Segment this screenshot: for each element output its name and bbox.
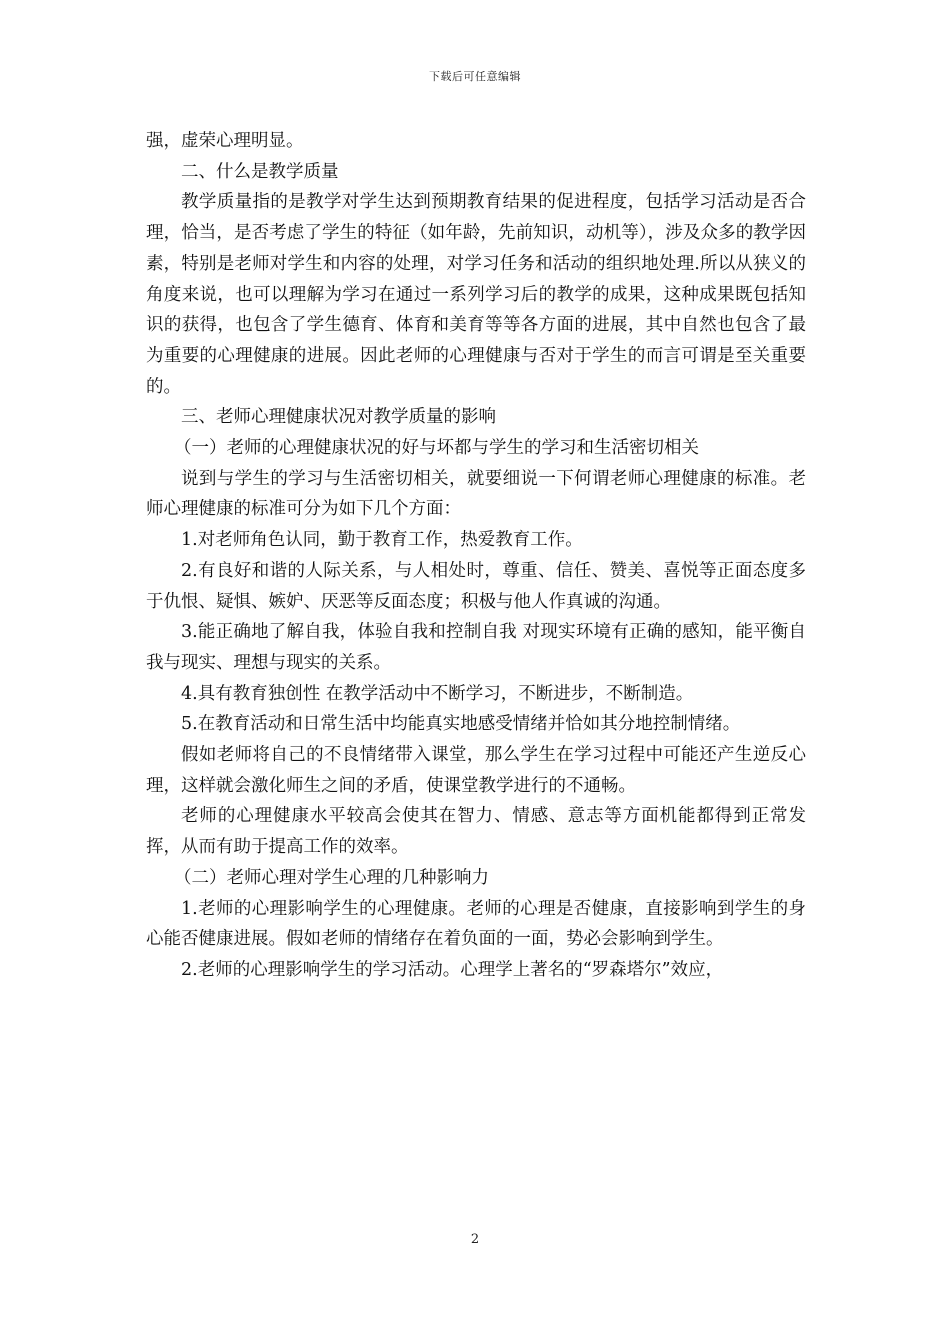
- paragraph: 说到与学生的学习与生活密切相关，就要细说一下何谓老师心理健康的标准。老师心理健康的标准可分为如下几个方面：: [146, 468, 806, 520]
- paragraph: 老师的心理健康水平较高会使其在智力、情感、意志等方面机能都得到正常发挥，从而有助于提高工作的效率。: [146, 806, 806, 858]
- page-number: 2: [470, 1232, 480, 1247]
- section-heading: 二、什么是教学质量: [181, 161, 339, 182]
- section-heading: 三、老师心理健康状况对教学质量的影响: [181, 407, 496, 428]
- document-body: [146, 126, 806, 986]
- list-item: 4.具有教育独创性 在教学活动中不断学习，不断进步，不断制造。: [181, 683, 694, 704]
- subsection-heading: （二）老师心理对学生心理的几种影响力: [174, 867, 489, 888]
- list-item: 1.老师的心理影响学生的心理健康。老师的心理是否健康，直接影响到学生的身心能否健康进展。假如老师的情绪存在着负面的一面，势必会影响到学生。: [146, 898, 806, 950]
- list-item: 2.有良好和谐的人际关系，与人相处时，尊重、信任、赞美、喜悦等正面态度多于仇恨、疑惧、嫉妒、厌恶等反面态度；积极与他人作真诚的沟通。: [146, 560, 806, 612]
- list-item: 1.对老师角色认同，勤于教育工作，热爱教育工作。: [181, 530, 583, 551]
- list-item: 2.老师的心理影响学生的学习活动。心理学上著名的“罗森塔尔”效应，: [181, 959, 724, 980]
- list-item: 3.能正确地了解自我，体验自我和控制自我 对现实环境有正确的感知，能平衡自我与现实、理想与现实的关系。: [146, 622, 806, 673]
- paragraph: 假如老师将自己的不良情绪带入课堂，那么学生在学习过程中可能还产生逆反心理，这样就会激化师生之间的矛盾，使课堂教学进行的不通畅。: [146, 745, 806, 796]
- page-header: 下载后可任意编辑: [429, 70, 521, 83]
- paragraph: 教学质量指的是教学对学生达到预期教育结果的促进程度，包括学习活动是否合理，恰当，是否考虑了学生的特征（如年龄，先前知识，动机等），涉及众多的教学因素，特别是老师对学生和内容的处理，对学习任务和活动的组织地处理.所以从狭义的角度来说，也可以理解为学习在通过一系列学习后的教学的成果，这种成果既包括知识的获得，也包含了学生德育、体育和美育等等各方面的进展，其中自然也包含了最为重要的心理健康的进展。因此老师的心理健康与否对于学生的而言可谓是至关重要的。: [146, 192, 806, 397]
- paragraph: 强，虚荣心理明显。: [146, 131, 304, 151]
- subsection-heading: （一）老师的心理健康状况的好与坏都与学生的学习和生活密切相关: [174, 438, 699, 459]
- list-item: 5.在教育活动和日常生活中均能真实地感受情绪并恰如其分地控制情绪。: [181, 714, 741, 735]
